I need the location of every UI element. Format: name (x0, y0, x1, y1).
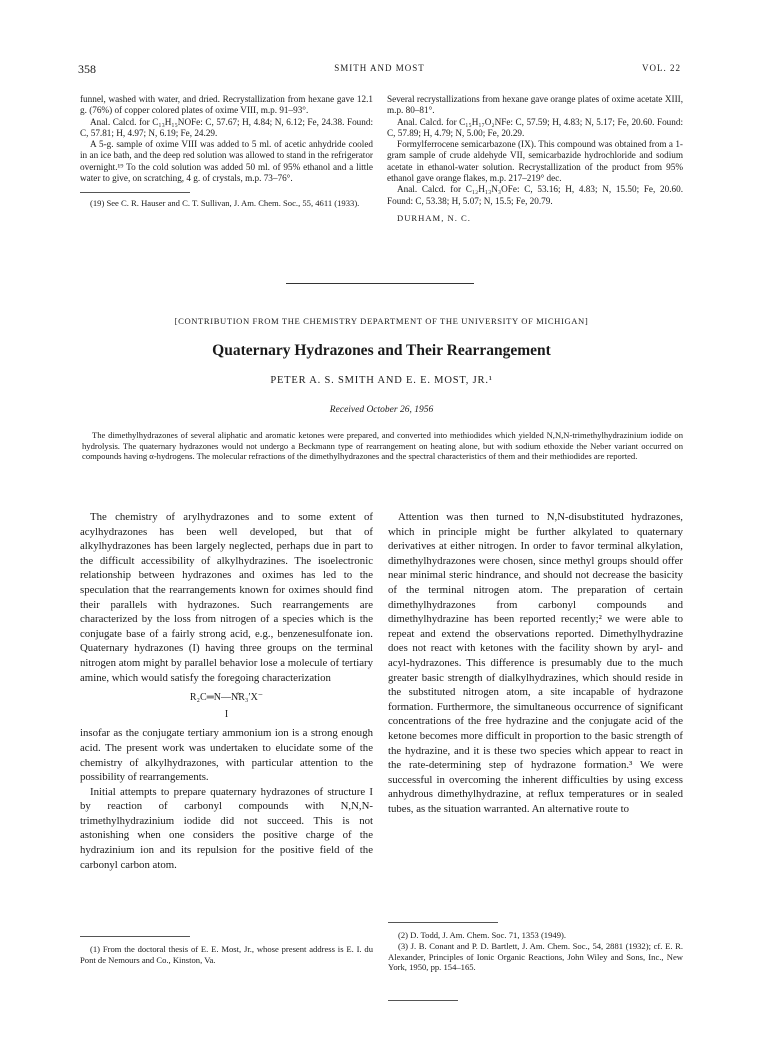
footnote-rule (80, 192, 190, 193)
article-authors: PETER A. S. SMITH AND E. E. MOST, JR.¹ (270, 375, 493, 386)
chemical-formula: R₂C═N—N̊R₃′X⁻ (189, 692, 264, 704)
place-signoff: DURHAM, N. C. (397, 212, 471, 223)
running-head: SMITH AND MOST (334, 63, 425, 73)
end-rule (388, 1000, 458, 1001)
previous-article-left-column (80, 94, 373, 210)
paragraph: Several recrystallizations from hexane gave orange plates of oxime acetate XIII, m.p. 80–81°. (387, 94, 683, 116)
formula-label: I (224, 708, 229, 720)
analysis-paragraph: Anal. Calcd. for C₁₂H₁₃N₃OFe: C, 53.16; H, 4.83; N, 15.50; Fe, 20.60. Found: C, 53.38; H, 5.07; N, 15.5; Fe, 20.79. (387, 184, 683, 206)
page-number: 358 (78, 62, 96, 76)
footnote-rule (388, 922, 498, 923)
footnote: (19) See C. R. Hauser and C. T. Sullivan, J. Am. Chem. Soc., 55, 4611 (1933). (90, 198, 360, 209)
analysis-paragraph: Anal. Calcd. for C₁₃H₁₅NOFe: C, 57.67; H, 4.84; N, 6.12; Fe, 24.38. Found: C, 57.81; H, 4.97; N, 6.19; Fe, 24.29. (80, 116, 373, 138)
footnote: (2) D. Todd, J. Am. Chem. Soc. 71, 1353 (1949). (398, 930, 567, 940)
article-left-column (80, 510, 373, 872)
abstract: The dimethylhydrazones of several aliphatic and aromatic ketones were prepared, and converted into methiodides which yielded N,N,N-trimethylhydrazinium iodide on hydrolysis. The quaternary hydrazones would not undergo a Beckmann type of rearrangement on heating alone, but with sodium ethoxide the Neber variant occurred on compounds having α-hydrogens. The molecular refractions of the dimethylhydrazones and the spectral characteristics of them and their methiodides are reported. (82, 430, 683, 462)
analysis-paragraph: Anal. Calcd. for C₁₅H₁₇O₂NFe: C, 57.59; H, 4.83; N, 5.17; Fe, 20.60. Found: C, 57.89; H, 4.79; N, 5.00; Fe, 20.29. (387, 116, 683, 138)
paragraph: Initial attempts to prepare quaternary hydrazones of structure I by reaction of carbonyl compounds with N,N,N-trimethylhydrazinium iodide did not succeed. This is not astonishing when one considers the positive charge of the hydrazinium ion and its repulsion for the positive field of the carbonyl carbon atom. (80, 785, 373, 871)
paragraph: Formylferrocene semicarbazone (IX). This compound was obtained from a 1-gram sample of crude aldehyde VII, semicarbazide hydrochloride and sodium acetate in ethanol-water solution. Recrystallization of the product from 95% ethanol gave orange flakes, m.p. 217–219° dec. (387, 139, 683, 184)
paragraph: The chemistry of arylhydrazones and to some extent of acylhydrazones has been well developed, but that of alkylhydrazones has been largely neglected, perhaps due in part to the difficult accessibility of alkylhydrazines. The isoelectronic relationship between hydrazones and oximes has led to the speculation that the rearrangements known for oximes should find their parallels with hydrazones. Such rearrangements are characterized by the loss from nitrogen of a species which is the conjugate base of a fairly strong acid, e.g., benzenesulfonate ion. Quaternary hydrazones (I) having three groups on the terminal nitrogen atom might by parallel behavior lose a molecule of tertiary amine, which would satisfy the foregoing characterization (80, 511, 373, 684)
footnotes-left (80, 944, 373, 966)
volume-label: VOL. 22 (642, 63, 681, 73)
paragraph: Attention was then turned to N,N-disubstituted hydrazones, which in principle might be further alkylated to quaternary derivatives at either nitrogen. In order to favor terminal alkylation, dimethylhydrazones were chosen, since methyl groups should offer near minimal steric hindrance, and should not decrease the basicity of the terminal nitrogen atom. The preparation of certain dimethylhydrazones from carbonyl compounds and dimethylhydrazine has been reported recently;² we were able to repeat and extend the observations reported. Dimethylhydrazine does not react with ketones with the facility shown by aryl- and acyl-hydrazones. This difference is presumably due to the much greater basic strength of dialkylhydrazines, which should reside in the substituted nitrogen atom, a site incapable of hydrazone formation. Furthermore, the simultaneous occurrence of significant concentrations of the free hydrazine and the conjugate acid of the ketone becomes more difficult in proportion to the basic strength of the hydrazine, and it is these two species which appear to react in the rate-determining step of hydrazone formation.³ We were successful in overcoming the inherent difficulties by using excess anhydrous dimethylhydrazine, at reflux temperatures or in sealed tubes, as the situation warranted. An alternative route to (388, 511, 683, 815)
footnote-rule (80, 936, 190, 937)
previous-article-right-column (387, 94, 683, 224)
footnote: (3) J. B. Conant and P. D. Bartlett, J. Am. Chem. Soc., 54, 2881 (1932); cf. E. R. Alexander, Principles of Ionic Organic Reactions, John Wiley and Sons, Inc., New York, 1950, pp. 154–165. (388, 940, 683, 973)
paragraph: A 5-g. sample of oxime VIII was added to 5 ml. of acetic anhydride cooled in an ice bath, and the deep red solution was allowed to stand in the refrigerator overnight.¹⁹ To the cold solution was added 50 ml. of 95% ethanol and a little water to give, on scratching, 4 g. of crystals, m.p. 73–76°. (80, 139, 373, 184)
article-right-column (388, 510, 683, 816)
article-separator (286, 283, 474, 284)
contribution-line: [CONTRIBUTION FROM THE CHEMISTRY DEPARTMENT OF THE UNIVERSITY OF MICHIGAN] (174, 316, 589, 326)
page-header (78, 62, 681, 78)
paragraph: insofar as the conjugate tertiary ammonium ion is a strong enough acid. The present work was undertaken to elucidate some of the chemistry of alkylhydrazones, with particular attention to the possibility of rearrangements. (80, 727, 373, 784)
paragraph: funnel, washed with water, and dried. Recrystallization from hexane gave 12.1 g. (76%) of copper colored plates of oxime VIII, m.p. 91–93°. (80, 94, 373, 116)
footnotes-right (388, 930, 683, 973)
article-title: Quaternary Hydrazones and Their Rearrangement (212, 342, 551, 359)
received-date: Received October 26, 1956 (329, 405, 434, 415)
footnote: (1) From the doctoral thesis of E. E. Most, Jr., whose present address is E. I. du Pont de Nemours and Co., Kinston, Va. (80, 944, 373, 965)
